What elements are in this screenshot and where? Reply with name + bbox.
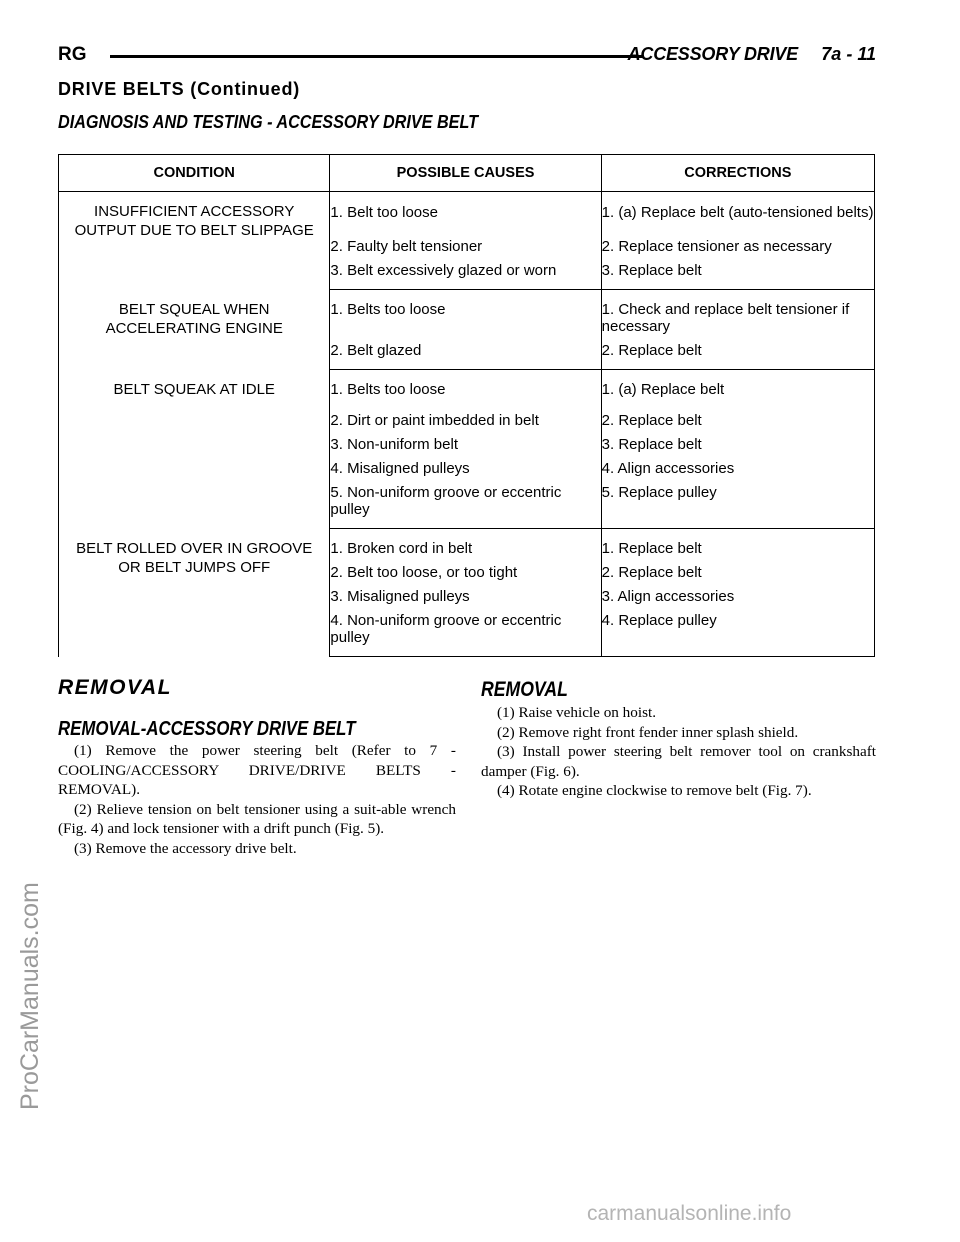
- cause-cell: 2. Belt glazed: [330, 335, 601, 370]
- removal-heading-right: REMOVAL: [481, 678, 568, 701]
- header-section-title: ACCESSORY DRIVE: [627, 44, 798, 64]
- left-step: (3) Remove the accessory drive belt.: [74, 839, 297, 857]
- cause-cell: 1. Belt too loose: [330, 192, 601, 222]
- cause-cell: 2. Faulty belt tensioner: [330, 221, 601, 255]
- right-step: (1) Raise vehicle on hoist.: [497, 704, 657, 721]
- correction-cell: 3. Align accessories: [601, 581, 874, 605]
- cause-cell: 2. Belt too loose, or too tight: [330, 557, 601, 581]
- cause-cell: 4. Non-uniform groove or eccentric pulley: [330, 605, 601, 657]
- table-header-row: [59, 155, 875, 192]
- diagnosis-table: [58, 154, 875, 657]
- header-condition: CONDITION: [59, 155, 330, 192]
- condition-cell: BELT SQUEAK AT IDLE: [59, 370, 330, 529]
- correction-cell: 4. Align accessories: [601, 453, 874, 477]
- cause-cell: 5. Non-uniform groove or eccentric pulley: [330, 477, 601, 529]
- page-header: [58, 44, 876, 66]
- correction-cell: 4. Replace pulley: [601, 605, 874, 657]
- right-step: (2) Remove right front fender inner splash shield.: [497, 723, 799, 741]
- cause-cell: 1. Belts too loose: [330, 290, 601, 336]
- condition-cell: BELT SQUEAL WHEN ACCELERATING ENGINE: [59, 290, 330, 370]
- condition-cell: BELT ROLLED OVER IN GROOVE OR BELT JUMPS OFF: [59, 529, 330, 657]
- cause-cell: 1. Broken cord in belt: [330, 529, 601, 558]
- condition-cell: INSUFFICIENT ACCESSORY OUTPUT DUE TO BELT SLIPPAGE: [59, 192, 330, 290]
- left-step: (2) Relieve tension on belt tensioner using a suit-able wrench (Fig. 4) and lock tensioner with a drift punch (Fig. 5).: [58, 800, 456, 837]
- cause-cell: 2. Dirt or paint imbedded in belt: [330, 398, 601, 429]
- right-column-text: [481, 703, 876, 801]
- left-step: (1) Remove the power steering belt (Refer to 7 - COOLING/ACCESSORY DRIVE/DRIVE BELTS - REMOVAL).: [58, 742, 456, 798]
- removal-subheading: REMOVAL-ACCESSORY DRIVE BELT: [58, 718, 356, 740]
- cause-cell: 3. Non-uniform belt: [330, 429, 601, 453]
- table-row: [59, 192, 875, 222]
- side-watermark: ProCarManuals.com: [16, 882, 44, 1110]
- header-possible-causes: POSSIBLE CAUSES: [330, 155, 601, 192]
- correction-cell: 3. Replace belt: [601, 429, 874, 453]
- correction-cell: 1. (a) Replace belt (auto-tensioned belts): [601, 192, 874, 222]
- right-step: (4) Rotate engine clockwise to remove belt (Fig. 7).: [497, 782, 812, 799]
- correction-cell: 3. Replace belt: [601, 255, 874, 290]
- header-page-number: 7a - 11: [821, 44, 876, 64]
- correction-cell: 1. (a) Replace belt: [601, 370, 874, 399]
- continued-heading: DRIVE BELTS (Continued): [58, 79, 301, 99]
- removal-heading-left: REMOVAL: [58, 676, 172, 699]
- cause-cell: 3. Misaligned pulleys: [330, 581, 601, 605]
- table-row: [59, 529, 875, 558]
- left-column-text: [58, 741, 456, 858]
- bottom-watermark: carmanualsonline.info: [587, 1202, 792, 1225]
- cause-cell: 3. Belt excessively glazed or worn: [330, 255, 601, 290]
- correction-cell: 5. Replace pulley: [601, 477, 874, 529]
- header-rule: [110, 55, 644, 58]
- correction-cell: 2. Replace belt: [601, 335, 874, 370]
- diagnosis-title: DIAGNOSIS AND TESTING - ACCESSORY DRIVE BELT: [58, 112, 479, 132]
- correction-cell: 2. Replace tensioner as necessary: [601, 221, 874, 255]
- cause-cell: 1. Belts too loose: [330, 370, 601, 399]
- table-row: [59, 290, 875, 336]
- header-corrections: CORRECTIONS: [601, 155, 874, 192]
- right-step: (3) Install power steering belt remover tool on crankshaft damper (Fig. 6).: [481, 743, 876, 780]
- header-left-code: RG: [58, 44, 87, 65]
- correction-cell: 1. Check and replace belt tensioner if necessary: [601, 290, 874, 336]
- correction-cell: 2. Replace belt: [601, 557, 874, 581]
- correction-cell: 1. Replace belt: [601, 529, 874, 558]
- table-row: [59, 370, 875, 399]
- cause-cell: 4. Misaligned pulleys: [330, 453, 601, 477]
- table-body: [59, 192, 875, 657]
- correction-cell: 2. Replace belt: [601, 398, 874, 429]
